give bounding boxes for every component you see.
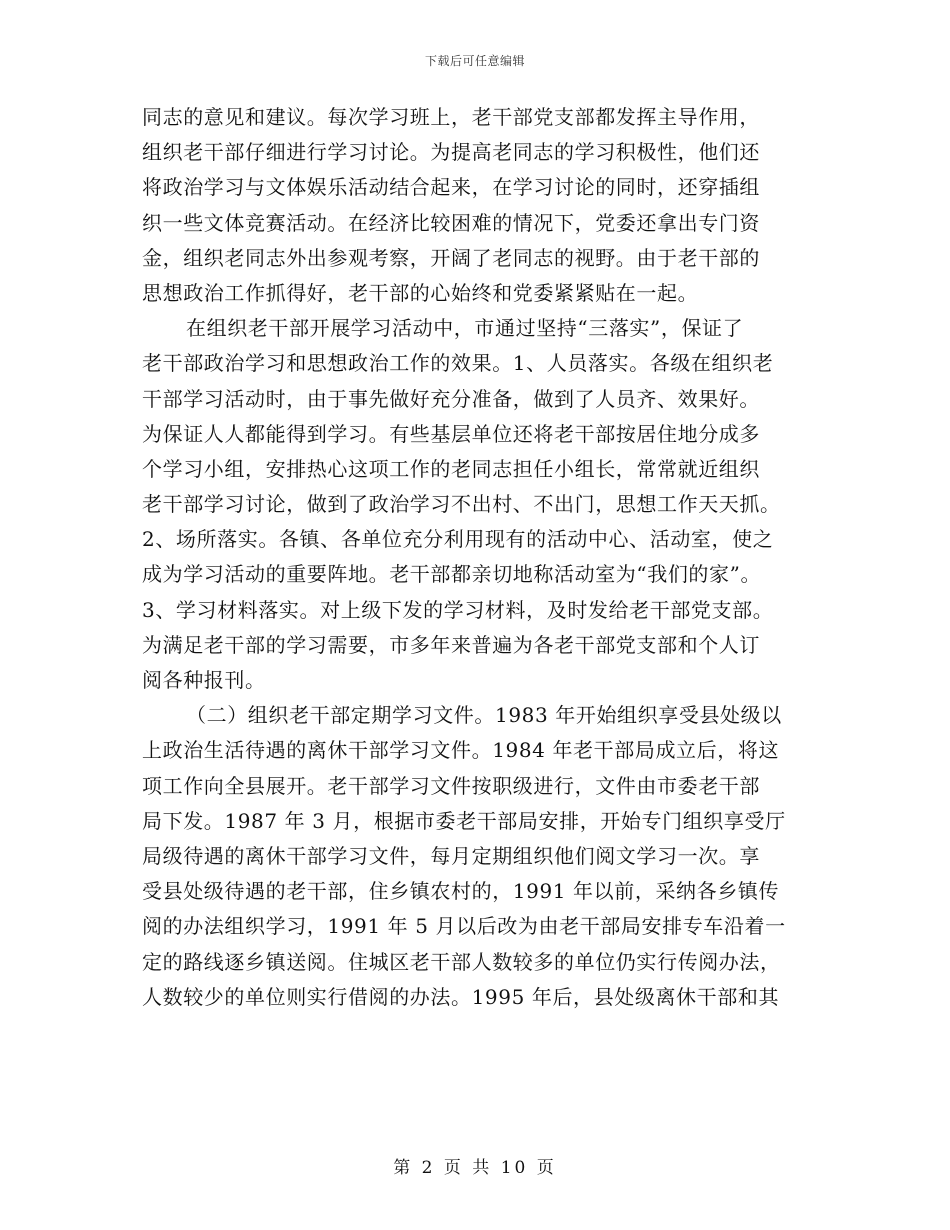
text-line: 上政治生活待遇的离休干部学习文件。1984 年老干部局成立后，将这 [142,738,780,763]
text-line: 将政治学习与文体娱乐活动结合起来，在学习讨论的同时，还穿插组 [142,175,760,200]
text-line: 3、学习材料落实。对上级下发的学习材料，及时发给老干部党支部。 [142,597,774,622]
document-body [142,100,807,1015]
text-line: 定的路线逐乡镇送阅。住城区老干部人数较多的单位仍实行传阅办法， [142,949,781,974]
text-line: 为保证人人都能得到学习。有些基层单位还将老干部按居住地分成多 [142,421,760,446]
text-line: 金，组织老同志外出参观考察，开阔了老同志的视野。由于老干部的 [142,245,760,270]
text-line: 老干部政治学习和思想政治工作的效果。1、人员落实。各级在组织老 [142,351,774,376]
text-line: 受县处级待遇的老干部，住乡镇农村的，1991 年以前，采纳各乡镇传 [142,879,780,904]
text-line: 2、场所落实。各镇、各单位充分利用现有的活动中心、活动室，使之 [142,527,774,552]
text-line: 项工作向全县展开。老干部学习文件按职级进行，文件由市委老干部 [142,773,760,798]
text-line: 局下发。1987 年 3 月，根据市委老干部局安排，开始专门组织享受厅 [142,808,786,833]
page-header: 下载后可任意编辑 [424,54,525,68]
page-number-footer: 第 2 页 共 10 页 [393,1158,557,1178]
text-line: 织一些文体竞赛活动。在经济比较困难的情况下，党委还拿出专门资 [142,210,760,235]
text-line: 组织老干部仔细进行学习讨论。为提高老同志的学习积极性，他们还 [142,140,760,165]
text-line: 干部学习活动时，由于事先做好充分准备，做到了人员齐、效果好。 [142,386,760,411]
text-line: 人数较少的单位则实行借阅的办法。1995 年后，县处级离休干部和其 [142,984,780,1009]
paragraph-start-line: （二）组织老干部定期学习文件。1983 年开始组织享受县处级以 [186,703,782,728]
text-line: 同志的意见和建议。每次学习班上，老干部党支部都发挥主导作用， [142,105,760,129]
text-line: 局级待遇的离休干部学习文件，每月定期组织他们阅文学习一次。享 [142,843,760,868]
text-line: 成为学习活动的重要阵地。老干部都亲切地称活动室为“我们的家”。 [142,562,762,587]
text-line: 阅的办法组织学习，1991 年 5 月以后改为由老干部局安排专车沿着一 [142,914,786,939]
text-line: 为满足老干部的学习需要，市多年来普遍为各老干部党支部和个人订 [142,632,760,657]
text-line: 阅各种报刊。 [142,668,266,692]
paragraph-start-line: 在组织老干部开展学习活动中，市通过坚持“三落实”，保证了 [186,316,744,341]
text-line: 老干部学习讨论，做到了政治学习不出村、不出门，思想工作天天抓。 [142,492,781,517]
text-line: 思想政治工作抓得好，老干部的心始终和党委紧紧贴在一起。 [142,280,699,305]
text-line: 个学习小组，安排热心这项工作的老同志担任小组长，常常就近组织 [142,456,760,481]
